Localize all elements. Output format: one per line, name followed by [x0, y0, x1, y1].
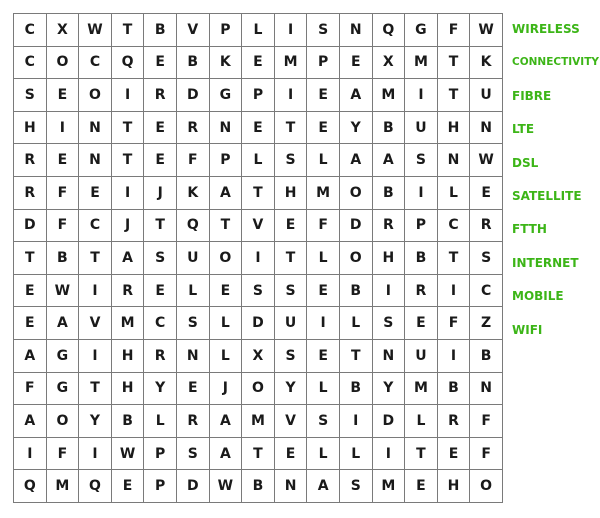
grid-cell[interactable]: F — [438, 307, 471, 340]
grid-cell[interactable]: T — [210, 210, 243, 243]
grid-cell[interactable]: S — [373, 307, 406, 340]
grid-cell[interactable]: A — [210, 405, 243, 438]
grid-cell[interactable]: E — [210, 275, 243, 308]
grid-cell[interactable]: T — [79, 373, 112, 406]
grid-cell[interactable]: N — [470, 112, 503, 145]
grid-cell[interactable]: U — [177, 242, 210, 275]
grid-cell[interactable]: H — [373, 242, 406, 275]
grid-cell[interactable]: R — [144, 340, 177, 373]
grid-cell[interactable]: L — [210, 307, 243, 340]
grid-cell[interactable]: I — [79, 340, 112, 373]
grid-cell[interactable]: W — [210, 470, 243, 503]
grid-cell[interactable]: A — [47, 307, 80, 340]
grid-cell[interactable]: V — [242, 210, 275, 243]
grid-cell[interactable]: S — [275, 144, 308, 177]
grid-cell[interactable]: B — [47, 242, 80, 275]
grid-cell[interactable]: I — [47, 112, 80, 145]
grid-cell[interactable]: V — [177, 14, 210, 47]
grid-cell[interactable]: R — [470, 210, 503, 243]
grid-cell[interactable]: J — [112, 210, 145, 243]
grid-cell[interactable]: U — [275, 307, 308, 340]
grid-cell[interactable]: F — [47, 210, 80, 243]
grid-cell[interactable]: K — [177, 177, 210, 210]
grid-cell[interactable]: N — [79, 144, 112, 177]
grid-cell[interactable]: J — [144, 177, 177, 210]
grid-cell[interactable]: I — [340, 405, 373, 438]
grid-cell[interactable]: Q — [79, 470, 112, 503]
grid-cell[interactable]: I — [275, 14, 308, 47]
grid-cell[interactable]: M — [405, 373, 438, 406]
grid-cell[interactable]: K — [210, 47, 243, 80]
grid-cell[interactable]: W — [79, 14, 112, 47]
grid-cell[interactable]: S — [307, 405, 340, 438]
grid-cell[interactable]: A — [210, 438, 243, 471]
grid-cell[interactable]: C — [144, 307, 177, 340]
grid-cell[interactable]: I — [275, 79, 308, 112]
grid-cell[interactable]: D — [373, 405, 406, 438]
word-list-item: FIBRE — [512, 88, 552, 103]
grid-cell[interactable]: E — [242, 112, 275, 145]
grid-cell[interactable]: R — [373, 210, 406, 243]
grid-cell[interactable]: L — [242, 14, 275, 47]
grid-cell[interactable]: P — [307, 47, 340, 80]
grid-cell[interactable]: N — [340, 14, 373, 47]
grid-cell[interactable]: M — [275, 47, 308, 80]
grid-cell[interactable]: E — [275, 210, 308, 243]
word-list-item: MOBILE — [512, 289, 564, 304]
grid-cell[interactable]: L — [307, 373, 340, 406]
word-search-grid — [13, 13, 503, 503]
grid-cell[interactable]: A — [210, 177, 243, 210]
grid-cell[interactable]: R — [177, 112, 210, 145]
grid-cell[interactable]: M — [373, 470, 406, 503]
grid-cell[interactable]: G — [210, 79, 243, 112]
grid-cell[interactable]: I — [405, 177, 438, 210]
grid-cell[interactable]: I — [307, 307, 340, 340]
grid-cell[interactable]: T — [242, 438, 275, 471]
grid-cell[interactable]: E — [79, 177, 112, 210]
grid-cell[interactable]: G — [47, 373, 80, 406]
grid-cell[interactable]: E — [177, 373, 210, 406]
grid-cell[interactable]: R — [14, 144, 47, 177]
grid-cell[interactable]: F — [470, 438, 503, 471]
grid-cell[interactable]: N — [470, 373, 503, 406]
grid-cell[interactable]: G — [47, 340, 80, 373]
grid-cell[interactable]: E — [144, 112, 177, 145]
grid-cell[interactable]: E — [307, 340, 340, 373]
grid-cell[interactable]: L — [405, 405, 438, 438]
grid-cell[interactable]: X — [373, 47, 406, 80]
grid-cell[interactable]: M — [373, 79, 406, 112]
grid-cell[interactable]: L — [438, 177, 471, 210]
word-list-item: INTERNET — [512, 255, 579, 270]
word-list-item: DSL — [512, 155, 539, 170]
grid-cell[interactable]: B — [340, 373, 373, 406]
grid-cell[interactable]: E — [405, 307, 438, 340]
grid-cell[interactable]: S — [275, 275, 308, 308]
grid-cell[interactable]: E — [438, 438, 471, 471]
grid-cell[interactable]: I — [79, 438, 112, 471]
grid-cell[interactable]: E — [307, 275, 340, 308]
grid-cell[interactable]: L — [177, 275, 210, 308]
grid-cell[interactable]: M — [112, 307, 145, 340]
grid-cell[interactable]: I — [438, 340, 471, 373]
grid-cell[interactable]: B — [373, 177, 406, 210]
grid-cell[interactable]: Q — [373, 14, 406, 47]
grid-cell[interactable]: I — [242, 242, 275, 275]
grid-cell[interactable]: E — [47, 144, 80, 177]
grid-cell[interactable]: I — [14, 438, 47, 471]
grid-cell[interactable]: D — [177, 470, 210, 503]
word-list-item: CONNECTIVITY — [512, 56, 599, 69]
grid-cell[interactable]: O — [340, 177, 373, 210]
grid-cell[interactable]: H — [112, 373, 145, 406]
grid-cell[interactable]: D — [14, 210, 47, 243]
grid-cell[interactable]: G — [405, 14, 438, 47]
grid-cell[interactable]: T — [112, 144, 145, 177]
grid-cell[interactable]: D — [177, 79, 210, 112]
grid-cell[interactable]: N — [210, 112, 243, 145]
grid-cell[interactable]: P — [210, 144, 243, 177]
grid-cell[interactable]: F — [438, 14, 471, 47]
grid-cell[interactable]: T — [438, 242, 471, 275]
grid-cell[interactable]: M — [47, 470, 80, 503]
grid-cell[interactable]: B — [177, 47, 210, 80]
grid-cell[interactable]: Y — [340, 112, 373, 145]
grid-cell[interactable]: O — [470, 470, 503, 503]
grid-cell[interactable]: J — [210, 373, 243, 406]
grid-cell[interactable]: U — [405, 112, 438, 145]
grid-cell[interactable]: T — [438, 47, 471, 80]
grid-cell[interactable]: Q — [14, 470, 47, 503]
grid-cell[interactable]: X — [242, 340, 275, 373]
grid-cell[interactable]: I — [112, 177, 145, 210]
grid-cell[interactable]: W — [47, 275, 80, 308]
grid-cell[interactable]: L — [307, 242, 340, 275]
grid-cell[interactable]: T — [340, 340, 373, 373]
grid-cell[interactable]: A — [112, 242, 145, 275]
grid-cell[interactable]: R — [144, 79, 177, 112]
grid-cell[interactable]: C — [79, 47, 112, 80]
grid-cell[interactable]: S — [340, 470, 373, 503]
grid-cell[interactable]: P — [242, 79, 275, 112]
grid-cell[interactable]: C — [14, 47, 47, 80]
grid-cell[interactable]: E — [275, 438, 308, 471]
grid-cell[interactable]: T — [275, 242, 308, 275]
grid-cell[interactable]: O — [242, 373, 275, 406]
grid-cell[interactable]: E — [112, 470, 145, 503]
grid-cell[interactable]: E — [307, 79, 340, 112]
grid-cell[interactable]: H — [438, 470, 471, 503]
grid-cell[interactable]: Y — [79, 405, 112, 438]
grid-cell[interactable]: T — [112, 14, 145, 47]
grid-cell[interactable]: A — [307, 470, 340, 503]
grid-cell[interactable]: S — [177, 307, 210, 340]
grid-cell[interactable]: O — [47, 47, 80, 80]
grid-cell[interactable]: I — [405, 79, 438, 112]
grid-cell[interactable]: N — [373, 340, 406, 373]
grid-cell[interactable]: S — [275, 340, 308, 373]
grid-cell[interactable]: S — [470, 242, 503, 275]
grid-cell[interactable]: P — [405, 210, 438, 243]
grid-cell[interactable]: D — [242, 307, 275, 340]
grid-cell[interactable]: R — [438, 405, 471, 438]
grid-cell[interactable]: E — [340, 47, 373, 80]
grid-cell[interactable]: B — [144, 14, 177, 47]
grid-cell[interactable]: T — [144, 210, 177, 243]
grid-cell[interactable]: M — [307, 177, 340, 210]
grid-cell[interactable]: T — [79, 242, 112, 275]
grid-cell[interactable]: O — [47, 405, 80, 438]
grid-cell[interactable]: T — [242, 177, 275, 210]
grid-cell[interactable]: I — [438, 275, 471, 308]
grid-cell[interactable]: Z — [470, 307, 503, 340]
grid-cell[interactable]: A — [340, 144, 373, 177]
grid-cell[interactable]: F — [47, 438, 80, 471]
grid-cell[interactable]: B — [438, 373, 471, 406]
grid-cell[interactable]: E — [470, 177, 503, 210]
grid-cell[interactable]: H — [438, 112, 471, 145]
grid-cell[interactable]: R — [405, 275, 438, 308]
grid-cell[interactable]: P — [210, 14, 243, 47]
grid-cell[interactable]: D — [340, 210, 373, 243]
grid-cell[interactable]: E — [14, 307, 47, 340]
grid-cell[interactable]: B — [373, 112, 406, 145]
grid-cell[interactable]: L — [307, 438, 340, 471]
grid-cell[interactable]: C — [438, 210, 471, 243]
grid-cell[interactable]: H — [275, 177, 308, 210]
word-list-item: FTTH — [512, 222, 547, 237]
grid-cell[interactable]: H — [14, 112, 47, 145]
grid-cell[interactable]: T — [112, 112, 145, 145]
grid-cell[interactable]: Y — [144, 373, 177, 406]
grid-cell[interactable]: E — [144, 275, 177, 308]
grid-cell[interactable]: V — [275, 405, 308, 438]
grid-cell[interactable]: E — [307, 112, 340, 145]
grid-cell[interactable]: L — [144, 405, 177, 438]
grid-cell[interactable]: N — [438, 144, 471, 177]
grid-cell[interactable]: I — [112, 79, 145, 112]
word-list-item: SATELLITE — [512, 189, 582, 203]
grid-cell[interactable]: I — [79, 275, 112, 308]
grid-cell[interactable]: F — [177, 144, 210, 177]
grid-cell[interactable]: A — [14, 340, 47, 373]
grid-cell[interactable]: C — [14, 14, 47, 47]
grid-cell[interactable]: S — [14, 79, 47, 112]
grid-cell[interactable]: N — [275, 470, 308, 503]
grid-cell[interactable]: S — [144, 242, 177, 275]
grid-cell[interactable]: Q — [112, 47, 145, 80]
grid-cell[interactable]: A — [340, 79, 373, 112]
grid-cell[interactable]: H — [112, 340, 145, 373]
grid-cell[interactable]: S — [307, 14, 340, 47]
grid-cell[interactable]: A — [14, 405, 47, 438]
grid-cell[interactable]: B — [405, 242, 438, 275]
grid-cell[interactable]: Q — [177, 210, 210, 243]
grid-cell[interactable]: W — [112, 438, 145, 471]
grid-cell[interactable]: L — [340, 438, 373, 471]
grid-cell[interactable]: U — [405, 340, 438, 373]
word-list-item: WIFI — [512, 322, 543, 337]
grid-cell[interactable]: N — [177, 340, 210, 373]
grid-cell[interactable]: M — [242, 405, 275, 438]
grid-cell[interactable]: S — [177, 438, 210, 471]
grid-cell[interactable]: C — [79, 210, 112, 243]
grid-cell[interactable]: S — [242, 275, 275, 308]
grid-cell[interactable]: C — [470, 275, 503, 308]
grid-cell[interactable]: L — [242, 144, 275, 177]
grid-cell[interactable]: I — [373, 275, 406, 308]
grid-cell[interactable]: X — [47, 14, 80, 47]
word-list-item: WIRELESS — [512, 22, 580, 36]
grid-cell[interactable]: R — [112, 275, 145, 308]
grid-cell[interactable]: W — [470, 144, 503, 177]
grid-cell[interactable]: F — [470, 405, 503, 438]
grid-cell[interactable]: N — [79, 112, 112, 145]
grid-cell[interactable]: S — [405, 144, 438, 177]
grid-cell[interactable]: I — [373, 438, 406, 471]
grid-cell[interactable]: P — [144, 438, 177, 471]
grid-cell[interactable]: U — [470, 79, 503, 112]
grid-cell[interactable]: E — [47, 79, 80, 112]
grid-cell[interactable]: B — [470, 340, 503, 373]
grid-cell[interactable]: R — [14, 177, 47, 210]
grid-cell[interactable]: Y — [275, 373, 308, 406]
grid-cell[interactable]: F — [47, 177, 80, 210]
word-list-item: LTE — [512, 122, 535, 137]
grid-cell[interactable]: F — [307, 210, 340, 243]
grid-cell[interactable]: L — [340, 307, 373, 340]
grid-cell[interactable]: A — [373, 144, 406, 177]
grid-cell[interactable]: T — [405, 438, 438, 471]
grid-cell[interactable]: L — [210, 340, 243, 373]
grid-cell[interactable]: E — [144, 47, 177, 80]
grid-cell[interactable]: B — [112, 405, 145, 438]
grid-cell[interactable]: L — [307, 144, 340, 177]
grid-cell[interactable]: O — [210, 242, 243, 275]
grid-cell[interactable]: T — [14, 242, 47, 275]
grid-cell[interactable]: F — [14, 373, 47, 406]
grid-cell[interactable]: W — [470, 14, 503, 47]
grid-cell[interactable]: P — [144, 470, 177, 503]
grid-cell[interactable]: R — [177, 405, 210, 438]
grid-cell[interactable]: K — [470, 47, 503, 80]
grid-cell[interactable]: E — [405, 470, 438, 503]
grid-cell[interactable]: M — [405, 47, 438, 80]
grid-cell[interactable]: E — [14, 275, 47, 308]
grid-cell[interactable]: E — [144, 144, 177, 177]
grid-cell[interactable]: O — [340, 242, 373, 275]
grid-cell[interactable]: Y — [373, 373, 406, 406]
grid-cell[interactable]: B — [340, 275, 373, 308]
grid-cell[interactable]: O — [79, 79, 112, 112]
grid-cell[interactable]: V — [79, 307, 112, 340]
grid-cell[interactable]: T — [275, 112, 308, 145]
grid-cell[interactable]: E — [242, 47, 275, 80]
grid-cell[interactable]: B — [242, 470, 275, 503]
grid-cell[interactable]: T — [438, 79, 471, 112]
